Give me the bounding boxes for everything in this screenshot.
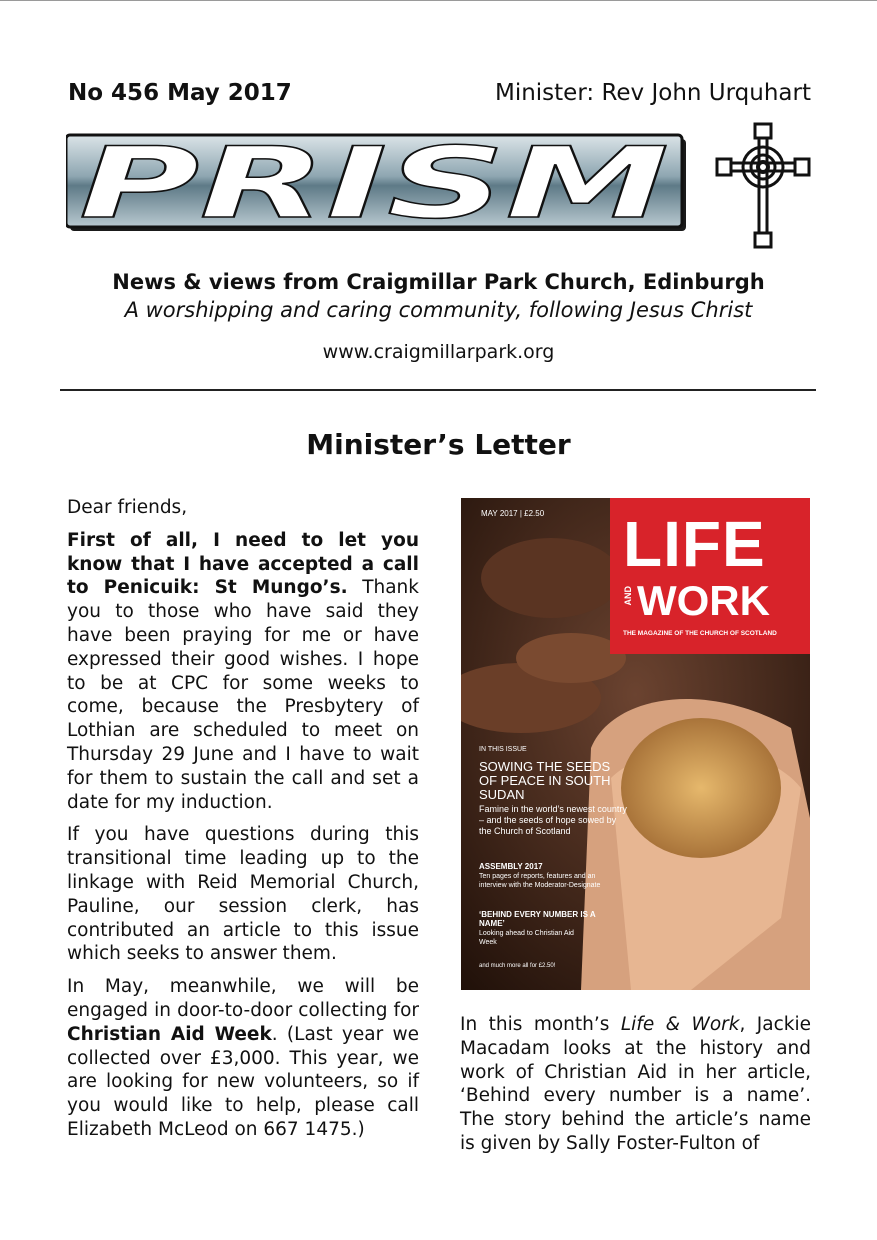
paragraph-3: In May, meanwhile, we will be engaged in door-to-door collecting for Christian Aid Week. (Last year we collected over £3,000. This year, we are looking for new volunteers, so if you would like to help, please call Elizabeth McLeod on 667 1475.) <box>67 976 419 1140</box>
top-rule <box>0 0 877 1</box>
magazine-title: Life & Work <box>620 1014 740 1035</box>
celtic-cross-icon <box>714 121 812 251</box>
life-and-work-cover-image: MAY 2017 | £2.50 LIFE AND WORK THE MAGAZINE OF THE CHURCH OF SCOTLAND IN THIS ISSUE SOWING THE SEEDS OF PEACE IN SOUTH SUDAN Famine in the world’s newest country – and the seeds of hope sowed by the Church of Scotland ASSEMBLY 2017 Ten pages of reports, features and an interview with the Moderator-Designate ‘BEHIND EVERY NUMBER IS A NAME’ Looking ahead to Christian Aid Week and much more all for £2.50! <box>461 498 810 990</box>
logo-text: PRISM <box>79 133 669 237</box>
article-left-column <box>67 496 419 1151</box>
paragraph-2: If you have questions during this transitional time leading up to the linkage with Reid Memorial Church, Pauline, our session clerk, has contributed an article to this issue which seeks to answer them. <box>67 824 419 965</box>
christian-aid-week: Christian Aid Week <box>67 1023 272 1045</box>
church-tagline: News & views from Craigmillar Park Church, Edinburgh <box>112 270 765 294</box>
header-divider <box>60 389 816 391</box>
minister-name: Minister: Rev John Urquhart <box>494 80 811 106</box>
mission-statement: A worshipping and caring community, following Jesus Christ <box>124 298 753 322</box>
cover-work: WORK <box>637 577 770 624</box>
cover-life: LIFE <box>623 508 766 580</box>
website-link[interactable]: www.craigmillarpark.org <box>322 341 555 363</box>
issue-number: No 456 May 2017 <box>68 80 292 106</box>
paragraph-1: First of all, I need to let you know that I have accepted a call to Penicuik: St Mungo’s. Thank you to those who have said they have been praying for me or have expressed their good wishes. I hope to be at CPC for some weeks to come, because the Presbytery of Lothian are scheduled to meet on Thursday 29 June and I have to wait for them to sustain the call and set a date for my induction. <box>67 529 419 813</box>
greeting: Dear friends, <box>67 497 188 518</box>
prism-logo <box>66 133 690 237</box>
article-right-column: In this month’s Life & Work, Jackie Macadam looks at the history and work of Christian Aid in her article, ‘Behind every number is a name’. The story behind the article’s name is given by Sally Foster-Fulton of <box>460 1014 811 1154</box>
article-heading: Minister’s Letter <box>306 428 571 461</box>
cover-headline: SOWING THE SEEDS OF PEACE IN SOUTH SUDAN <box>479 759 611 802</box>
call-announcement: First of all, I need to let you know that I have accepted a call to Penicuik: St Mungo’s. <box>67 529 419 599</box>
